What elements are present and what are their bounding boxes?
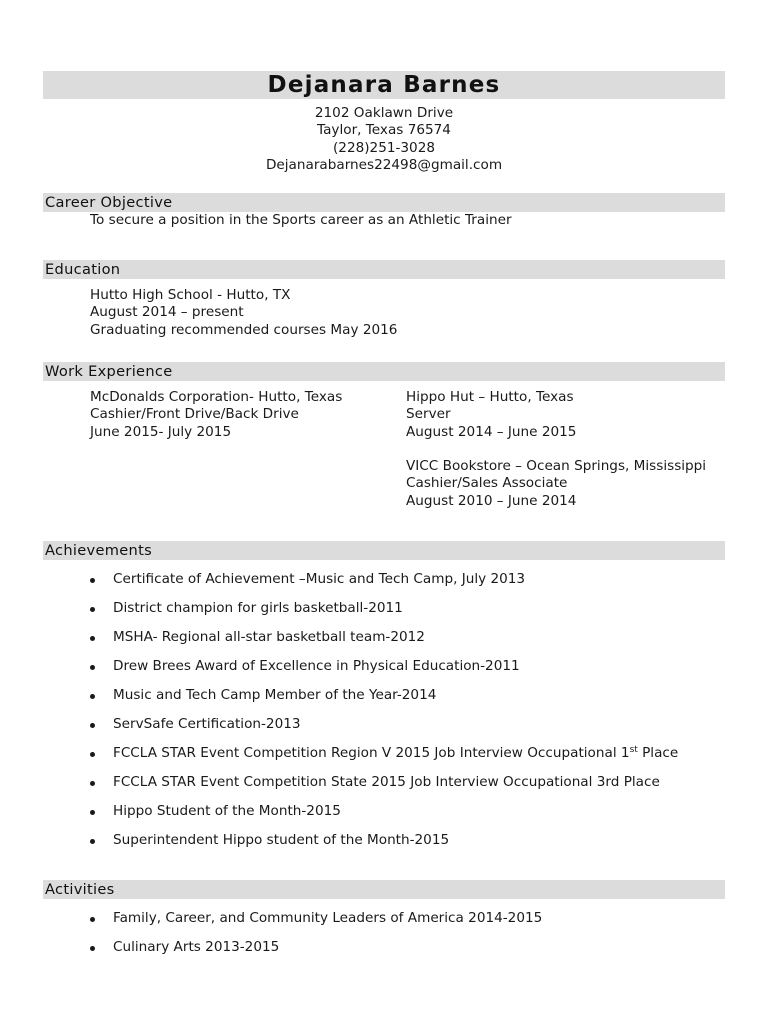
list-item — [90, 571, 678, 600]
achievement-text-tail: Place — [637, 745, 679, 761]
bullet-icon — [90, 723, 95, 728]
email-address: Dejanarabarnes22498@gmail.com — [265, 156, 503, 173]
list-item — [90, 774, 678, 803]
education-body — [90, 287, 397, 339]
job-employer: VICC Bookstore – Ocean Springs, Mississippi — [406, 458, 707, 474]
bullet-icon — [90, 917, 95, 922]
bullet-icon — [90, 636, 95, 641]
job-role: Server — [406, 406, 451, 423]
education-note: Graduating recommended courses May 2016 — [90, 321, 398, 338]
achievement-text: Certificate of Achievement –Music and Tech Camp, July 2013 — [113, 571, 526, 587]
work-experience-section-bar — [43, 362, 725, 381]
job-dates: June 2015- July 2015 — [90, 423, 232, 440]
job-employer: Hippo Hut – Hutto, Texas — [406, 389, 574, 405]
job-employer: McDonalds Corporation- Hutto, Texas — [90, 389, 343, 405]
job-role: Cashier/Front Drive/Back Drive — [90, 406, 299, 423]
list-item — [90, 600, 678, 629]
activities-section-bar — [43, 880, 725, 899]
bullet-icon — [90, 694, 95, 699]
bullet-icon — [90, 665, 95, 670]
ordinal-suffix: st — [629, 745, 638, 755]
achievement-text: ServSafe Certification-2013 — [113, 716, 301, 732]
job-entry — [90, 389, 342, 441]
job-dates: August 2010 – June 2014 — [406, 492, 577, 509]
achievements-list — [90, 571, 678, 861]
phone-number: (228)251-3028 — [333, 139, 435, 156]
achievement-text: Superintendent Hippo student of the Month-2015 — [113, 832, 450, 848]
achievements-section-bar — [43, 541, 725, 560]
education-section-bar — [43, 260, 725, 279]
career-objective-body — [90, 212, 512, 229]
bullet-icon — [90, 946, 95, 951]
job-role: Cashier/Sales Associate — [406, 475, 568, 492]
achievement-text: MSHA- Regional all-star basketball team-2012 — [113, 629, 425, 645]
list-item — [90, 716, 678, 745]
career-objective-text: To secure a position in the Sports career as an Athletic Trainer — [90, 212, 512, 228]
contact-info — [43, 105, 725, 174]
address-line-2: Taylor, Texas 76574 — [317, 122, 451, 139]
activities-list — [90, 910, 542, 968]
activity-text: Family, Career, and Community Leaders of America 2014-2015 — [113, 910, 543, 926]
job-entry — [406, 389, 576, 441]
activity-text: Culinary Arts 2013-2015 — [113, 939, 280, 955]
list-item — [90, 629, 678, 658]
bullet-icon — [90, 810, 95, 815]
name-header-bar — [43, 71, 725, 99]
work-experience-heading: Work Experience — [45, 363, 173, 380]
bullet-icon — [90, 752, 95, 757]
career-objective-section-bar — [43, 193, 725, 212]
bullet-icon — [90, 781, 95, 786]
achievement-text: Hippo Student of the Month-2015 — [113, 803, 341, 819]
list-item — [90, 745, 678, 774]
career-objective-heading: Career Objective — [45, 194, 173, 211]
list-item — [90, 803, 678, 832]
bullet-icon — [90, 607, 95, 612]
achievement-text: Music and Tech Camp Member of the Year-2014 — [113, 687, 437, 703]
address-line-1: 2102 Oaklawn Drive — [314, 105, 454, 121]
list-item — [90, 832, 678, 861]
achievements-heading: Achievements — [45, 542, 153, 559]
bullet-icon — [90, 839, 95, 844]
education-dates: August 2014 – present — [90, 304, 244, 321]
bullet-icon — [90, 578, 95, 583]
achievement-text: FCCLA STAR Event Competition Region V 2015 Job Interview Occupational 1 — [113, 745, 630, 761]
achievement-text: FCCLA STAR Event Competition State 2015 Job Interview Occupational 3rd Place — [113, 774, 660, 790]
list-item — [90, 939, 542, 968]
list-item — [90, 910, 542, 939]
list-item — [90, 658, 678, 687]
achievement-text: Drew Brees Award of Excellence in Physical Education-2011 — [113, 658, 520, 674]
education-heading: Education — [45, 261, 121, 278]
job-entry — [406, 458, 706, 510]
education-school: Hutto High School - Hutto, TX — [90, 287, 291, 303]
job-dates: August 2014 – June 2015 — [406, 423, 577, 440]
activities-heading: Activities — [45, 881, 115, 898]
list-item — [90, 687, 678, 716]
achievement-text: District champion for girls basketball-2011 — [113, 600, 403, 616]
candidate-name: Dejanara Barnes — [267, 72, 501, 98]
